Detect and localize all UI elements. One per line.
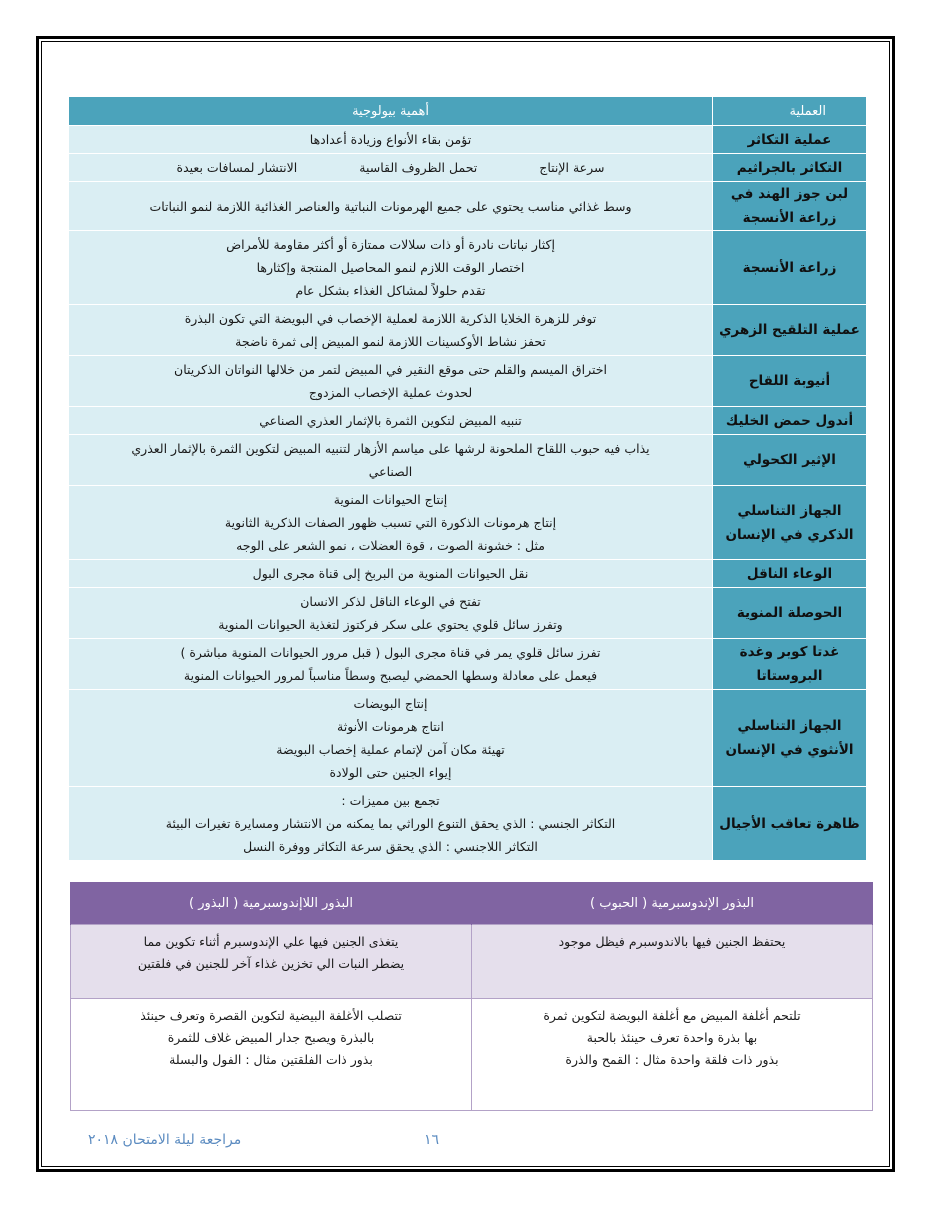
non-endospermic-cell: [71, 925, 472, 999]
table-row: [69, 407, 867, 435]
importance-cell: [69, 560, 713, 588]
table-row: [69, 560, 867, 588]
cell-line: تلتحم أغلفة المبيض مع أغلفة البويضة لتكوين ثمرة: [543, 1008, 801, 1023]
importance-line: تحفز نشاط الأوكسينات اللازمة لنمو المبيض إلى ثمرة ناضجة: [235, 334, 546, 349]
table-row: [69, 787, 867, 861]
importance-line: تؤمن بقاء الأنواع وزيادة أعدادها: [309, 132, 472, 147]
process-name: عملية التلقيح الزهري: [713, 305, 867, 356]
process-name: التكاثر بالجراثيم: [713, 154, 867, 182]
process-name: لبن جوز الهند في زراعة الأنسجة: [713, 182, 867, 231]
importance-cell: [69, 588, 713, 639]
importance-line: انتاج هرمونات الأنوثة: [337, 719, 444, 734]
page-number: ١٦: [424, 1132, 440, 1148]
importance-line: فيعمل على معادلة وسطها الحمضي ليصبح وسطاً مناسباً لمرور الحيوانات المنوية: [183, 668, 598, 683]
importance-line: توفر للزهرة الخلايا الذكرية اللازمة لعملية الإخصاب في البويضة التي تكون البذرة: [184, 311, 597, 326]
importance-line: تنبيه المبيض لتكوين الثمرة بالإثمار العذري الصناعي: [259, 413, 522, 428]
importance-cell: [69, 639, 713, 690]
importance-line: تجمع بين مميزات :: [341, 793, 440, 808]
cell-line: يحتفظ الجنين فيها بالاندوسبرم فيظل موجود: [558, 934, 786, 949]
header-importance: أهمية بيولوجية: [69, 97, 713, 126]
importance-line: إكثار نباتات نادرة أو ذات سلالات ممتازة أو أكثر مقاومة للأمراض: [226, 237, 555, 252]
importance-line: وسط غذائي مناسب يحتوي على جميع الهرمونات النباتية والعناصر الغذائية اللازمة لنمو النباتات: [149, 198, 632, 214]
process-name: أندول حمض الخليك: [713, 407, 867, 435]
importance-cell: [69, 126, 713, 154]
process-name: زراعة الأنسجة: [713, 231, 867, 305]
importance-item: سرعة الإنتاج: [539, 160, 605, 175]
process-name: الجهاز التناسلي الأنثوي في الإنسان: [713, 690, 867, 787]
biological-importance-table: [68, 96, 867, 861]
importance-line: تهيئة مكان آمن لإتمام عملية إخصاب البويضة: [276, 742, 505, 757]
process-name: ظاهرة تعاقب الأجيال: [713, 787, 867, 861]
process-name: أنيوبة اللقاح: [713, 356, 867, 407]
seeds-comparison-table: [70, 882, 873, 1111]
non-endospermic-cell: [71, 999, 472, 1111]
table-row: [69, 182, 867, 231]
seeds-row-formation: [71, 999, 873, 1111]
importance-cell: [69, 435, 713, 486]
table-row: [69, 356, 867, 407]
importance-cell: [69, 407, 713, 435]
importance-cell: [69, 690, 713, 787]
header-non-endospermic-seeds: البذور اللاإندوسبرمية ( البذور ): [71, 882, 472, 925]
process-name: عملية التكاثر: [713, 126, 867, 154]
importance-line: تفتح في الوعاء الناقل لذكر الانسان: [300, 594, 481, 609]
cell-line: بالبذرة ويصبح جدار المبيض غلاف للثمرة: [167, 1030, 375, 1045]
seeds-header-row: [71, 882, 873, 925]
importance-line: التكاثر اللاجنسي : الذي يحقق سرعة التكاثر ووفرة النسل: [243, 839, 538, 854]
cell-line: يتغذى الجنين فيها علي الإندوسبرم أثناء تكوين مما: [143, 934, 399, 949]
table-row: [69, 435, 867, 486]
importance-line: يذاب فيه حبوب اللقاح الملحونة لرشها على مياسم الأزهار لتنبيه المبيض لتكوين الثمرة بالإثمار العذري: [131, 441, 650, 456]
cell-line: تتصلب الأغلفة البيضية لتكوين القصرة وتعرف حينئذ: [140, 1008, 402, 1023]
importance-line: إنتاج هرمونات الذكورة التي تسبب ظهور الصفات الذكرية الثانوية: [224, 515, 557, 530]
importance-line: نقل الحيوانات المنوية من البربخ إلى قناة مجرى البول: [252, 566, 529, 581]
process-name: الوعاء الناقل: [713, 560, 867, 588]
header-process: العملية: [713, 97, 867, 126]
table-row: [69, 154, 867, 182]
process-name: الإثير الكحولي: [713, 435, 867, 486]
importance-line: الصناعي: [368, 464, 413, 479]
importance-line: تفرز سائل قلوي يمر في قناة مجرى البول ( قبل مرور الحيوانات المنوية مباشرة ): [180, 645, 601, 660]
importance-cell: [69, 486, 713, 560]
process-name: الحوصلة المنوية: [713, 588, 867, 639]
importance-cell: [69, 787, 713, 861]
table-row: [69, 305, 867, 356]
importance-line: إيواء الجنين حتى الولادة: [329, 765, 452, 780]
importance-line: التكاثر الجنسي : الذي يحقق التنوع الوراثي بما يمكنه من الانتشار ومسايرة تغيرات البيئة: [165, 816, 616, 831]
endospermic-cell: [472, 999, 873, 1111]
cell-line: بذور ذات فلقة واحدة مثال : القمح والذرة: [565, 1052, 779, 1067]
process-name: غدتا كوبر وغدة البروستاتا: [713, 639, 867, 690]
endospermic-cell: [472, 925, 873, 999]
importance-line: اختراق الميسم والقلم حتى موقع النقير في المبيض لتمر من خلالها النواتان الذكريتان: [174, 362, 607, 377]
importance-line: وتفرز سائل قلوي يحتوي على سكر فركتوز لتغذية الحيوانات المنوية: [218, 617, 563, 632]
table-row: [69, 231, 867, 305]
table-row: [69, 639, 867, 690]
importance-cell: [69, 154, 713, 182]
table-body: [69, 126, 867, 861]
footer-title: مراجعة ليلة الامتحان ٢٠١٨: [88, 1132, 242, 1148]
importance-line: مثل : خشونة الصوت ، قوة العضلات ، نمو الشعر على الوجه: [236, 538, 545, 553]
importance-cell: [69, 182, 713, 231]
importance-line: تقدم حلولاً لمشاكل الغذاء بشكل عام: [295, 283, 486, 298]
importance-cell: [69, 231, 713, 305]
table-row: [69, 588, 867, 639]
process-name: الجهاز التناسلي الذكري في الإنسان: [713, 486, 867, 560]
importance-line: لحدوث عملية الإخصاب المزدوج: [308, 385, 473, 400]
importance-item: تحمل الظروف القاسية: [359, 160, 478, 175]
table-header-row: [69, 97, 867, 126]
importance-cell: [69, 305, 713, 356]
importance-line: إنتاج البويضات: [353, 696, 428, 711]
table-row: [69, 690, 867, 787]
importance-inline-list: [75, 156, 706, 179]
cell-line: بها بذرة واحدة تعرف حينئذ بالحبة: [586, 1030, 758, 1045]
header-endospermic-seeds: البذور الإندوسبرمية ( الحبوب ): [472, 882, 873, 925]
cell-line: بذور ذات الفلقتين مثال : الفول والبسلة: [169, 1052, 373, 1067]
importance-cell: [69, 356, 713, 407]
table-row: [69, 126, 867, 154]
cell-line: يضطر النبات الي تخزين غذاء آخر للجنين في فلقتين: [137, 956, 405, 971]
importance-item: الانتشار لمسافات بعيدة: [176, 160, 298, 175]
seeds-row-endosperm-fate: [71, 925, 873, 999]
importance-line: إنتاج الحيوانات المنوية: [333, 492, 448, 507]
table-row: [69, 486, 867, 560]
importance-line: اختصار الوقت اللازم لنمو المحاصيل المنتجة وإكثارها: [256, 260, 525, 275]
